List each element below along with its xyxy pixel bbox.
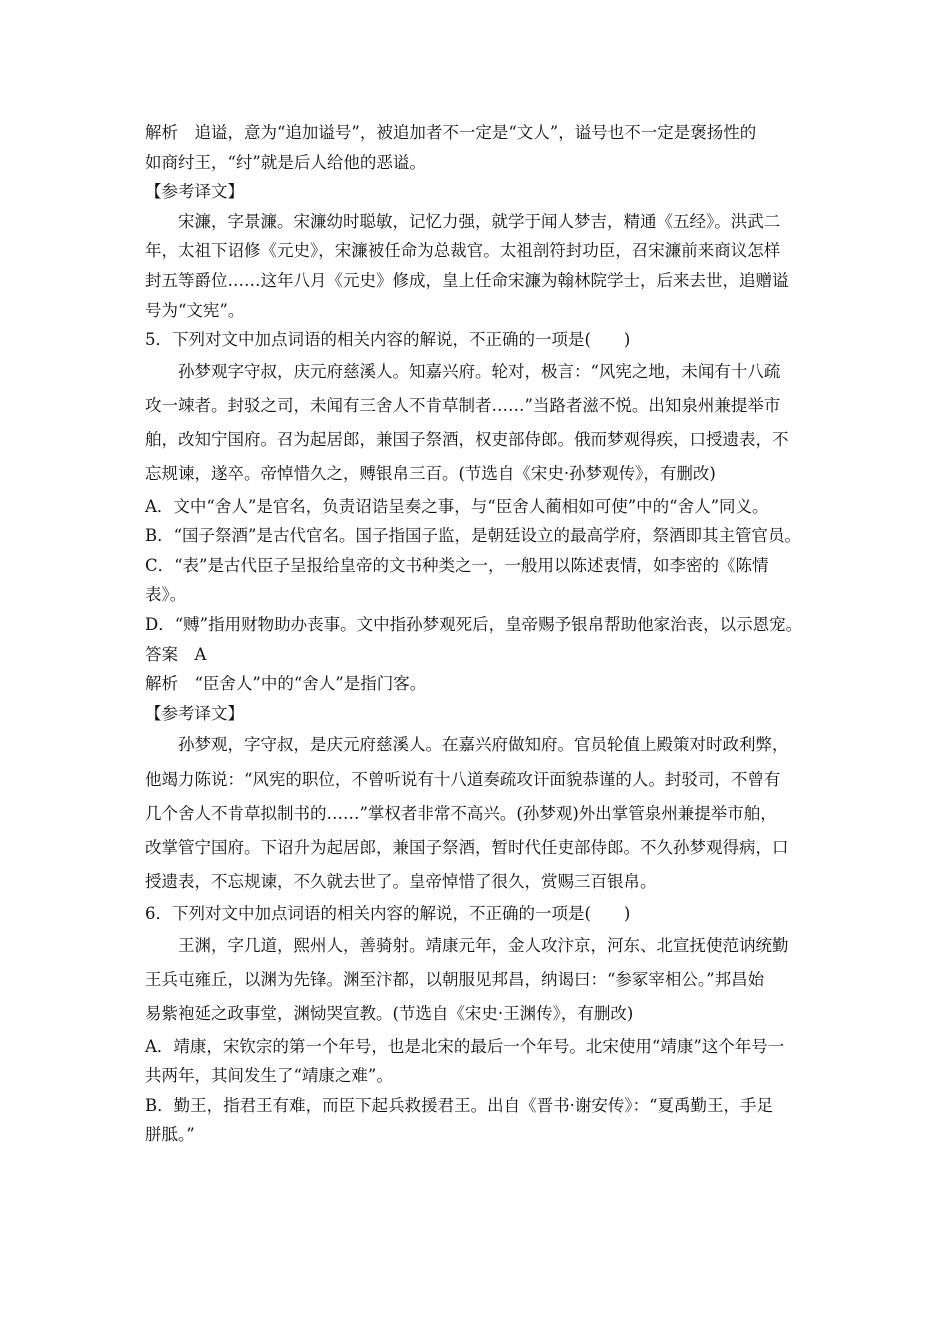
reference-line: 号为“文宪”。 [145,300,245,320]
reference-line: 孙梦观，字守叔，是庆元府慈溪人。在嘉兴府做知府。官员轮值上殿策对时政利弊， [178,735,789,755]
passage-line: 忘规谏，遂卒。帝悼惜久之，赙银帛三百。(节选自《宋史·孙梦观传》，有删改) [145,464,716,484]
explanation: 解析 “臣舍人”中的“舍人”是指门客。 [145,674,427,694]
question-6 [145,899,817,1150]
document-page [145,118,817,1150]
question-stem: 6．下列对文中加点词语的相关内容的解说，不正确的一项是( ) [145,904,631,924]
passage-line: 孙梦观字守叔，庆元府慈溪人。知嘉兴府。轮对，极言：“风宪之地，未闻有十八疏 [178,361,781,381]
option-a: A．文中“舍人”是官名，负责诏诰呈奏之事，与“臣舍人蔺相如可使”中的“舍人”同义。 [145,496,769,516]
reference-line: 改掌管宁国府。下诏升为起居郎，兼国子祭酒，暂时代任吏部侍郎。不久孙梦观得病，口 [145,837,789,857]
question-passage [145,929,817,1032]
reference-translation [145,177,817,325]
reference-heading: 【参考译文】 [145,703,244,723]
option-a: A．靖康，宋钦宗的第一个年号，也是北宋的最后一个年号。北宋使用“靖康”这个年号一 [145,1036,785,1056]
question-passage [145,355,817,492]
options-list [145,1032,817,1150]
explanation-line: 解析 追谥，意为“追加谥号”，被追加者不一定是“文人”，谥号也不一定是褒扬性的 [145,123,757,142]
reference-translation [145,728,817,899]
passage-line: 攻一竦者。封驳之司，未闻有三舍人不肯草制者……”当路者滋不悦。出知泉州兼提举市 [145,395,781,415]
option-c: C．“表”是古代臣子呈报给皇帝的文书种类之一，一般用以陈述衷情，如李密的《陈情 [145,555,769,575]
option-b-continued: 胼胝。” [145,1125,195,1145]
question-5 [145,325,817,899]
passage-line: 王兵屯雍丘，以渊为先锋。渊至汴都，以朝服见邦昌，纳谒曰：“参冢宰相公。”邦昌始 [145,970,765,990]
option-b: B．“国子祭酒”是古代官名。国子指国子监，是朝廷设立的最高学府，祭酒即其主管官员。 [145,526,801,546]
answer: 答案 A [145,644,207,664]
explanation-block [145,118,817,177]
option-c-continued: 表》。 [145,585,187,605]
explanation-line: 如商纣王，“纣”就是后人给他的恶谥。 [145,152,426,172]
question-stem: 5．下列对文中加点词语的相关内容的解说，不正确的一项是( ) [145,330,631,350]
passage-line: 易紫袍延之政事堂，渊恸哭宣教。(节选自《宋史·王渊传》，有删改) [145,1004,634,1024]
options-list [145,492,817,640]
option-d: D．“赙”指用财物助办丧事。文中指孙梦观死后，皇帝赐予银帛帮助他家治丧，以示恩宠。 [145,614,803,634]
reference-line: 宋濂，字景濂。宋濂幼时聪敏，记忆力强，就学于闻人梦吉，精通《五经》。洪武二 [178,211,781,231]
reference-line: 授遗表，不忘规谏，不久就去世了。皇帝悼惜了很久，赏赐三百银帛。 [145,872,657,892]
reference-line: 年，太祖下诏修《元史》，宋濂被任命为总裁官。太祖剖符封功臣，召宋濂前来商议怎样 [145,241,781,261]
reference-line: 几个舍人不肯草拟制书的……”掌权者非常不高兴。(孙梦观)外出掌管泉州兼提举市舶， [145,803,777,823]
option-a-continued: 共两年，其间发生了“靖康之难”。 [145,1066,393,1086]
passage-line: 舶，改知宁国府。召为起居郎，兼国子祭酒，权吏部侍郎。俄而梦观得疾，口授遗表，不 [145,430,789,450]
reference-heading: 【参考译文】 [145,182,244,202]
reference-line: 封五等爵位……这年八月《元史》修成，皇上任命宋濂为翰林院学士，后来去世，追赠谥 [145,270,789,290]
reference-line: 他竭力陈说：“风宪的职位，不曾听说有十八道奏疏攻讦面貌恭谨的人。封驳司，不曾有 [145,769,781,789]
option-b: B．勤王，指君王有难，而臣下起兵救援君王。出自《晋书·谢安传》：“夏禹勤王，手足 [145,1095,774,1115]
passage-line: 王渊，字几道，熙州人，善骑射。靖康元年，金人攻汴京，河东、北宣抚使范讷统勤 [178,935,789,955]
